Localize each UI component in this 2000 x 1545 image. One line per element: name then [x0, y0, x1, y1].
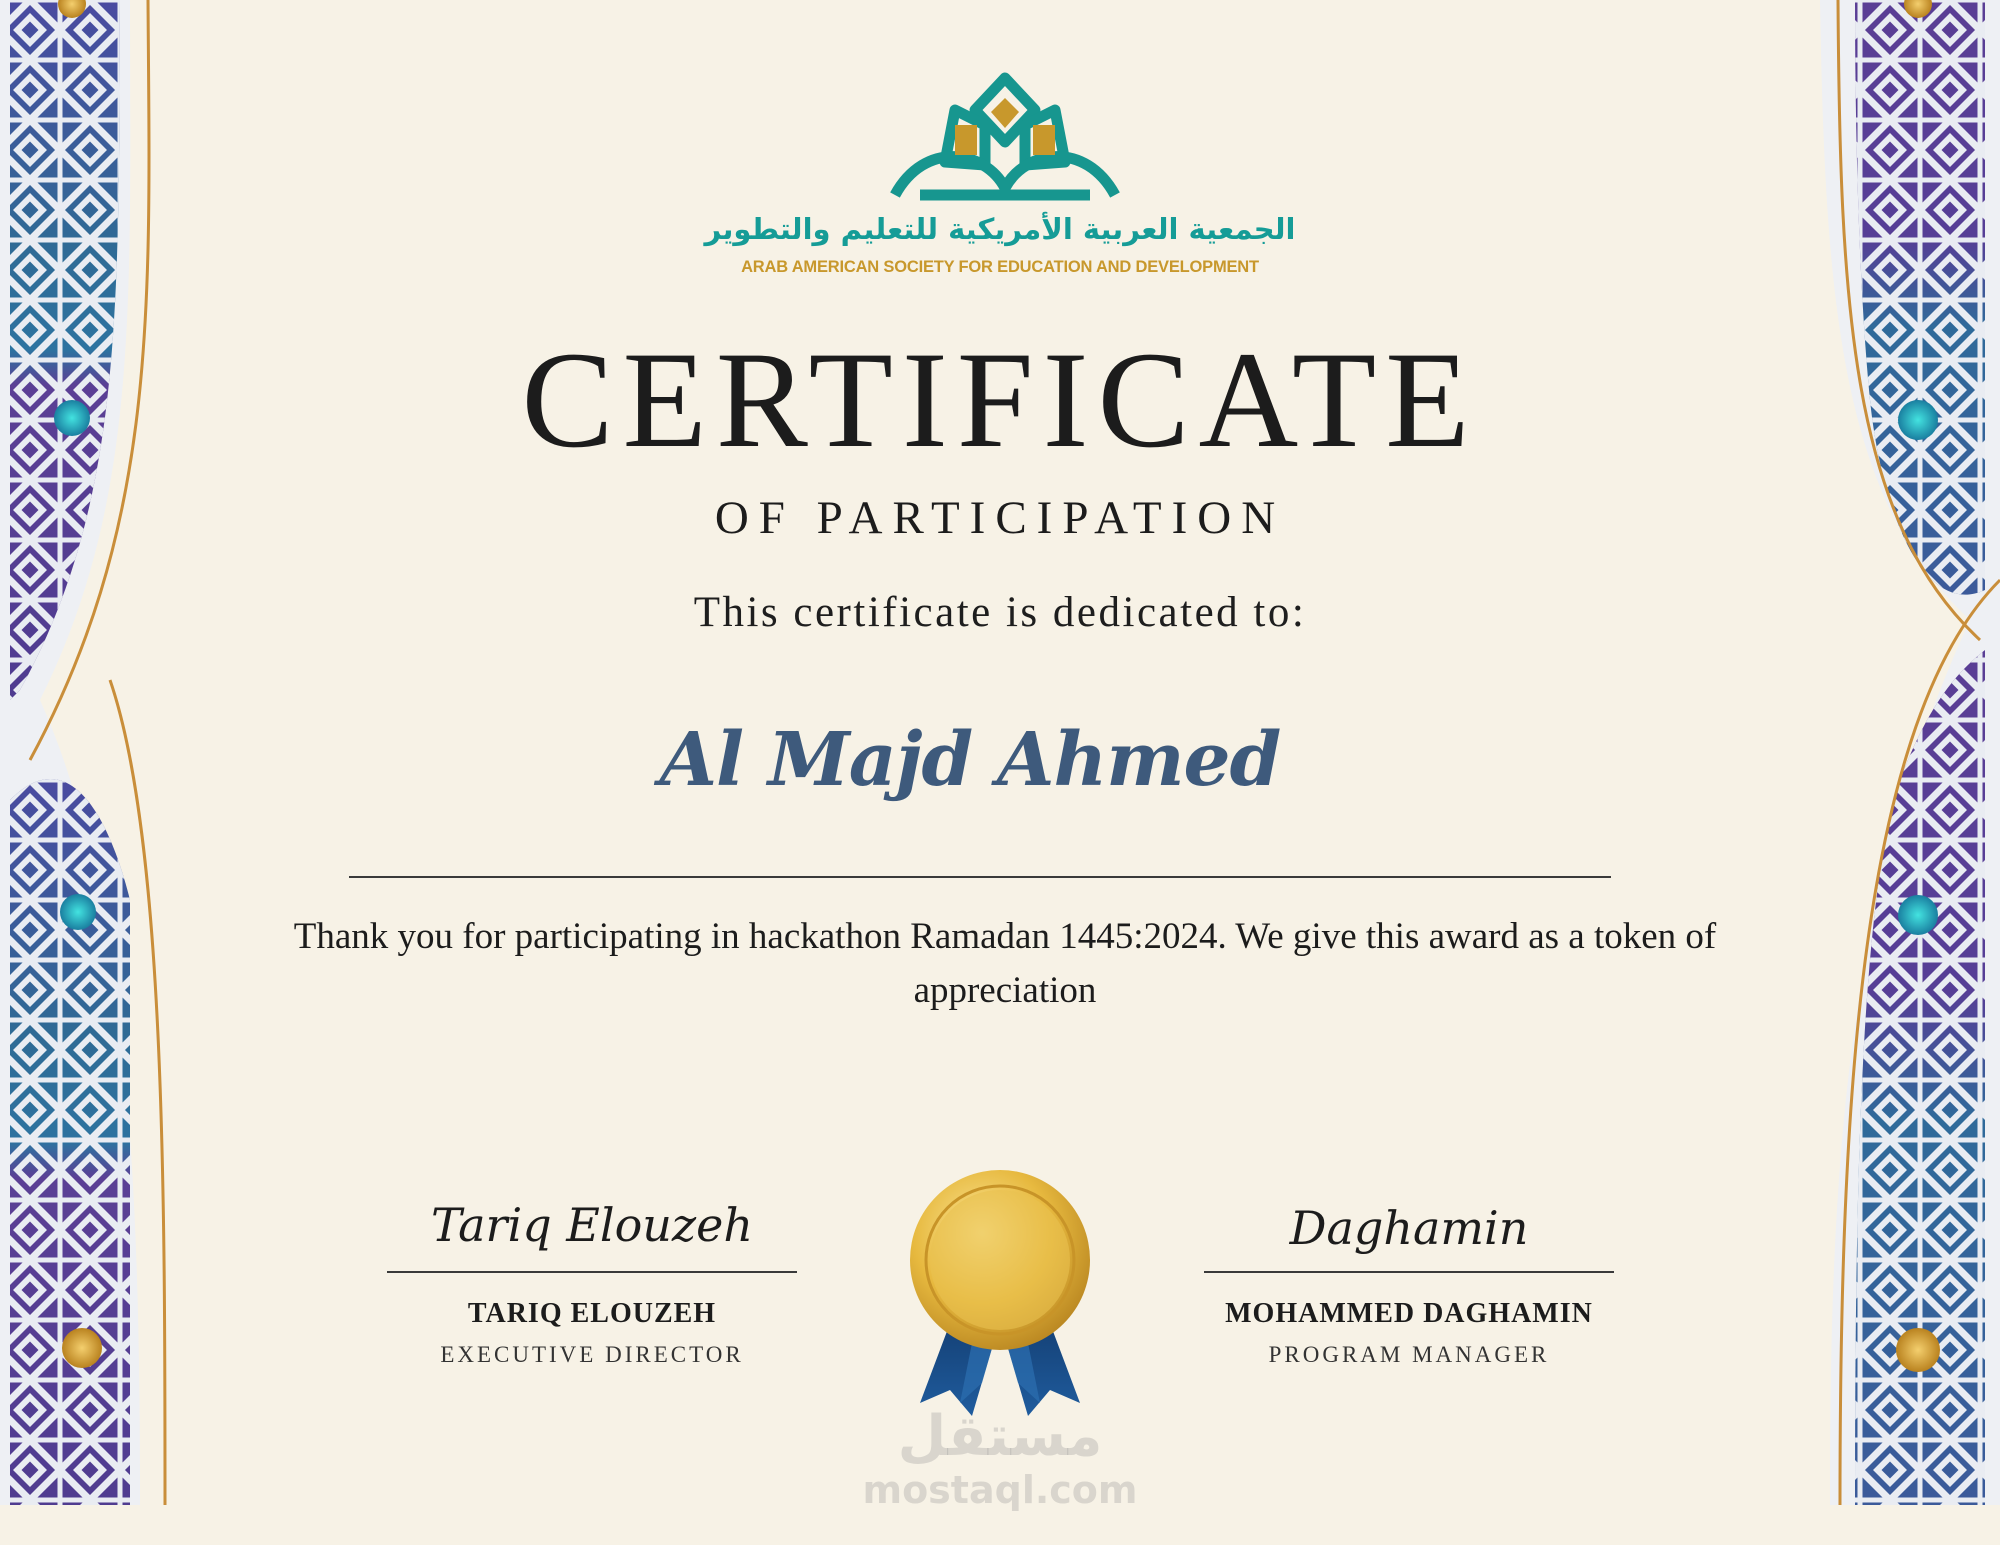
- signature-script: Daghamin: [1289, 1201, 1529, 1255]
- signature-line: [387, 1271, 797, 1273]
- signatory-role: EXECUTIVE DIRECTOR: [440, 1342, 744, 1367]
- recipient-name: Al Majd Ahmed: [659, 717, 1281, 803]
- recipient-underline: [349, 876, 1611, 878]
- certificate-title: CERTIFICATE: [521, 323, 1479, 476]
- appreciation-message: Thank you for participating in hackathon Ramadan 1445:2024. We give this award as a token of appreciation: [293, 916, 1717, 1011]
- signatory-name: MOHAMMED DAGHAMIN: [1225, 1298, 1593, 1329]
- gold-medal-ribbon-icon: [900, 1168, 1100, 1428]
- signature-line: [1204, 1271, 1614, 1273]
- certificate-subtitle: OF PARTICIPATION: [714, 492, 1286, 544]
- watermark-arabic: مستقل: [897, 1404, 1103, 1469]
- signature-script: Tariq Elouzeh: [431, 1198, 753, 1252]
- mostaql-watermark: [860, 1405, 1140, 1515]
- logo-arabic-name: الجمعية العربية الأمريكية للتعليم والتطوير: [704, 212, 1296, 246]
- watermark-latin: mostaql.com: [862, 1468, 1138, 1512]
- society-logo-icon: [885, 70, 1125, 205]
- signatory-role: PROGRAM MANAGER: [1268, 1342, 1550, 1367]
- signatory-name: TARIQ ELOUZEH: [467, 1298, 717, 1329]
- dedication-text: This certificate is dedicated to:: [693, 589, 1307, 636]
- logo-english-name: ARAB AMERICAN SOCIETY FOR EDUCATION AND DEVELOPMENT: [741, 258, 1259, 276]
